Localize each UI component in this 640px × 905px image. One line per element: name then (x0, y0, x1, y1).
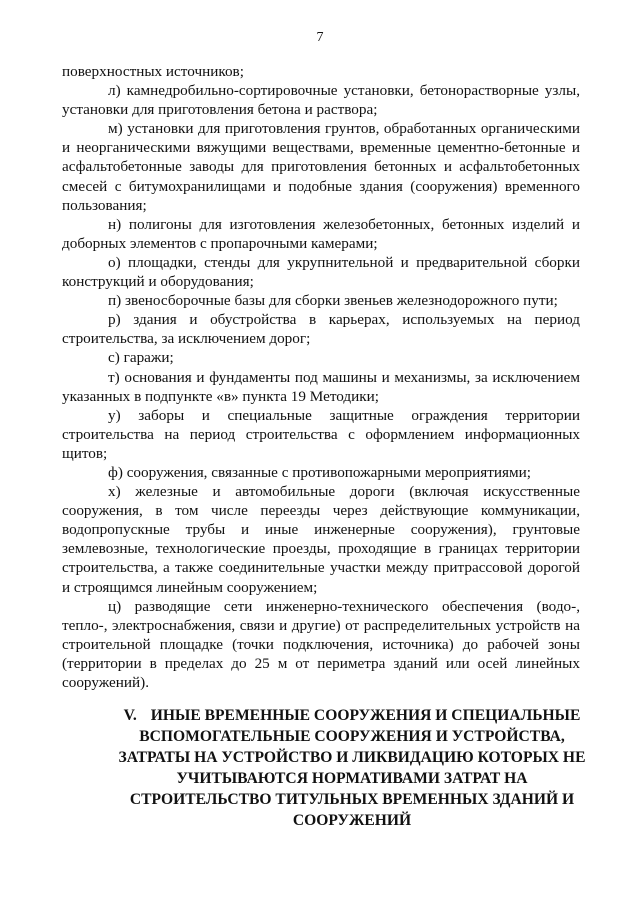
list-item: х) железные и автомобильные дороги (включая искусственные сооружения, в том числе переезды через действующие коммуникации, водопропускные трубы и иные инженерные сооружения), грунтовые землевозные, технологические проезды, проходящие в границах территории строительства, а также соединительные участки между притрассовой дорогой и строящимся линейным сооружением; (62, 483, 580, 596)
list-item: о) площадки, стенды для укрупнительной и предварительной сборки конструкций и оборудования; (62, 253, 580, 291)
list-item: н) полигоны для изготовления железобетонных, бетонных изделий и доборных элементов с пропарочными камерами; (62, 215, 580, 252)
list-item: л) камнедробильно-сортировочные установки, бетонорастворные узлы, установки для приготовления бетона и раствора; (62, 82, 580, 119)
list-item: ф) сооружения, связанные с противопожарными мероприятиями; (108, 463, 531, 481)
list-item: с) гаражи; (108, 349, 174, 367)
section-heading (110, 705, 594, 831)
list-item: р) здания и обустройства в карьерах, используемых на период строительства, за исключением дорог; (62, 311, 580, 348)
list-item: у) заборы и специальные защитные ограждения территории строительства на период строительства с оформлением информационных щитов; (62, 406, 580, 462)
list-item: ц) разводящие сети инженерно-технического обеспечения (водо-, тепло-, электроснабжения, связи и другие) от распределительных устройств на строительной площадке (точки подключения, источника) до рабочей зоны (территории в пределах до 25 м от периметра зданий или осей линейных сооружений). (62, 597, 580, 691)
page-number: 7 (316, 30, 324, 45)
list-item: м) установки для приготовления грунтов, обработанных органическими и неорганическими вяжущими веществами, временные цементно-бетонные и асфальтобетонные заводы для приготовления бетонных и асфальтобетонных смесей с битумохранилищами и подобные здания (сооружения) временного пользования; (62, 120, 580, 214)
section-title: ИНЫЕ ВРЕМЕННЫЕ СООРУЖЕНИЯ И СПЕЦИАЛЬНЫЕ ВСПОМОГАТЕЛЬНЫЕ СООРУЖЕНИЯ И УСТРОЙСТВА, ЗАТРАТЫ НА УСТРОЙСТВО И ЛИКВИДАЦИЮ КОТОРЫХ НЕ УЧИТЫВАЮТСЯ НОРМАТИВАМИ ЗАТРАТ НА СТРОИТЕЛЬСТВО ТИТУЛЬНЫХ ВРЕМЕННЫХ ЗДАНИЙ И СООРУЖЕНИЙ (118, 707, 586, 829)
list-item: т) основания и фундаменты под машины и механизмы, за исключением указанных в подпункте «в» пункта 19 Методики; (62, 368, 580, 405)
list-item: п) звеносборочные базы для сборки звеньев железнодорожного пути; (108, 292, 558, 310)
continuation-text: поверхностных источников; (62, 63, 244, 80)
section-number: V. (123, 707, 137, 724)
document-body (62, 62, 580, 692)
